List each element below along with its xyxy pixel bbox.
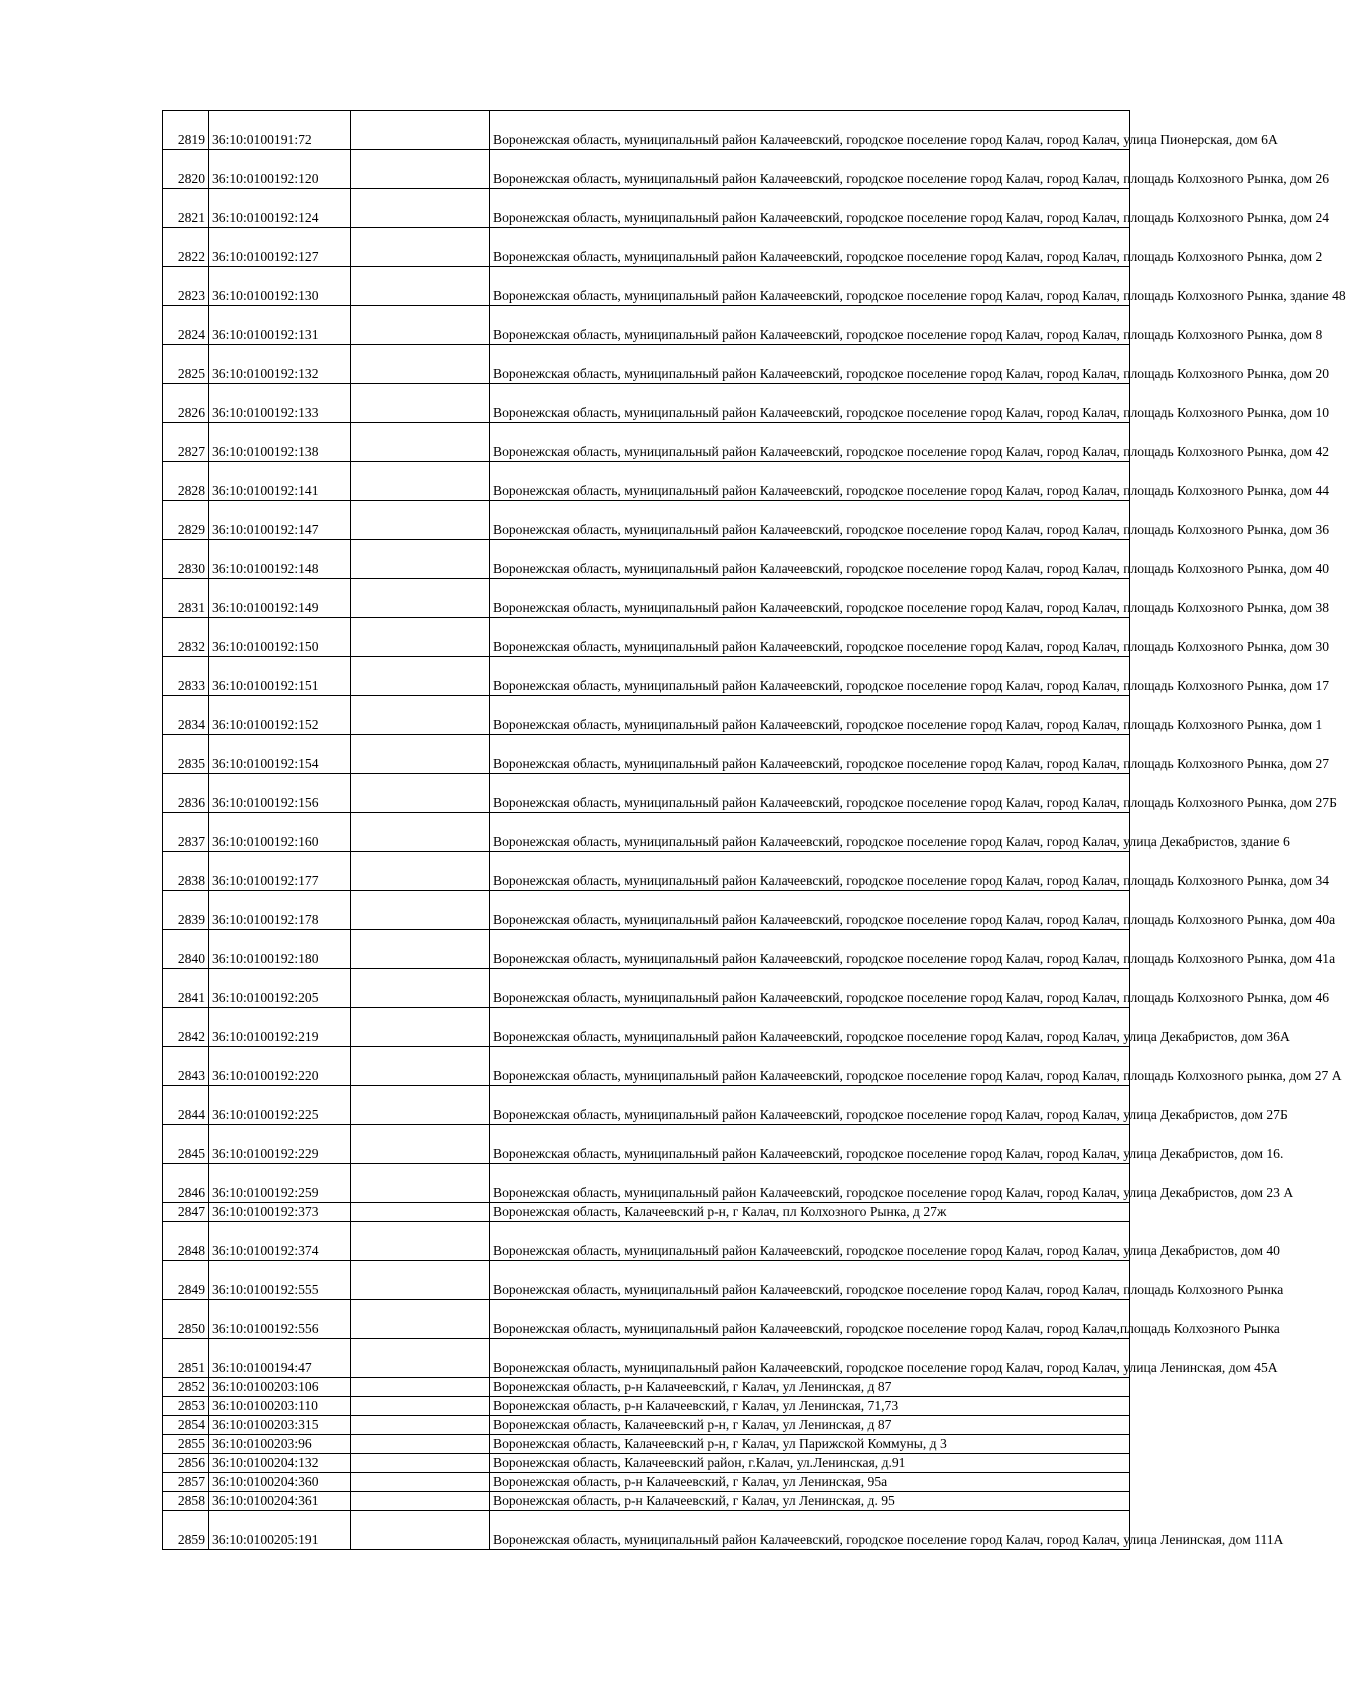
empty-cell [351, 1492, 490, 1511]
empty-cell [351, 852, 490, 891]
table-row [163, 111, 1130, 150]
empty-cell [351, 1300, 490, 1339]
table-row [163, 696, 1130, 735]
address-cell: Воронежская область, муниципальный район Калачеевский, городское поселение город Калач, город Калач, площадь Колхозного Рынка, дом 26 [490, 150, 1130, 189]
row-number-cell: 2837 [163, 813, 209, 852]
table-row [163, 891, 1130, 930]
address-cell: Воронежская область, р-н Калачеевский, г Калач, ул Ленинская, 95а [490, 1473, 1130, 1492]
empty-cell [351, 306, 490, 345]
row-number-cell: 2831 [163, 579, 209, 618]
empty-cell [351, 1473, 490, 1492]
row-number-cell: 2854 [163, 1416, 209, 1435]
table-row [163, 813, 1130, 852]
cadastral-number-cell: 36:10:0100192:220 [209, 1047, 351, 1086]
address-cell: Воронежская область, муниципальный район Калачеевский, городское поселение город Калач, город Калач, площадь Колхозного Рынка, дом 27Б [490, 774, 1130, 813]
empty-cell [351, 1378, 490, 1397]
table-row [163, 501, 1130, 540]
table-row [163, 345, 1130, 384]
cadastral-number-cell: 36:10:0100204:360 [209, 1473, 351, 1492]
cadastral-number-cell: 36:10:0100192:219 [209, 1008, 351, 1047]
cadastral-number-cell: 36:10:0100192:131 [209, 306, 351, 345]
row-number-cell: 2849 [163, 1261, 209, 1300]
row-number-cell: 2829 [163, 501, 209, 540]
address-cell: Воронежская область, муниципальный район Калачеевский, городское поселение город Калач, город Калач, площадь Колхозного Рынка, дом 27 [490, 735, 1130, 774]
table-row [163, 150, 1130, 189]
cadastral-number-cell: 36:10:0100192:152 [209, 696, 351, 735]
table-row [163, 1416, 1130, 1435]
address-cell: Воронежская область, р-н Калачеевский, г Калач, ул Ленинская, 71,73 [490, 1397, 1130, 1416]
table-row [163, 1511, 1130, 1550]
address-cell: Воронежская область, р-н Калачеевский, г Калач, ул Ленинская, д 87 [490, 1378, 1130, 1397]
table-row [163, 1378, 1130, 1397]
cadastral-number-cell: 36:10:0100192:374 [209, 1222, 351, 1261]
row-number-cell: 2841 [163, 969, 209, 1008]
address-cell: Воронежская область, муниципальный район Калачеевский, городское поселение город Калач, город Калач, улица Декабристов, дом 36А [490, 1008, 1130, 1047]
cadastral-number-cell: 36:10:0100203:106 [209, 1378, 351, 1397]
row-number-cell: 2833 [163, 657, 209, 696]
row-number-cell: 2856 [163, 1454, 209, 1473]
empty-cell [351, 1164, 490, 1203]
empty-cell [351, 735, 490, 774]
address-cell: Воронежская область, муниципальный район Калачеевский, городское поселение город Калач, город Калач, площадь Колхозного Рынка, дом 17 [490, 657, 1130, 696]
address-cell: Воронежская область, муниципальный район Калачеевский, городское поселение город Калач, город Калач,площадь Колхозного Рынка [490, 1300, 1130, 1339]
empty-cell [351, 1339, 490, 1378]
address-cell: Воронежская область, р-н Калачеевский, г Калач, ул Ленинская, д. 95 [490, 1492, 1130, 1511]
row-number-cell: 2857 [163, 1473, 209, 1492]
row-number-cell: 2820 [163, 150, 209, 189]
empty-cell [351, 150, 490, 189]
table-row [163, 657, 1130, 696]
empty-cell [351, 969, 490, 1008]
empty-cell [351, 267, 490, 306]
cadastral-number-cell: 36:10:0100192:149 [209, 579, 351, 618]
empty-cell [351, 189, 490, 228]
cadastral-number-cell: 36:10:0100203:110 [209, 1397, 351, 1416]
empty-cell [351, 1416, 490, 1435]
cadastral-number-cell: 36:10:0100192:373 [209, 1203, 351, 1222]
table-row [163, 1454, 1130, 1473]
empty-cell [351, 1125, 490, 1164]
cadastral-number-cell: 36:10:0100192:132 [209, 345, 351, 384]
row-number-cell: 2828 [163, 462, 209, 501]
row-number-cell: 2847 [163, 1203, 209, 1222]
row-number-cell: 2827 [163, 423, 209, 462]
cadastral-number-cell: 36:10:0100192:259 [209, 1164, 351, 1203]
table-row [163, 1008, 1130, 1047]
table-row [163, 774, 1130, 813]
empty-cell [351, 1047, 490, 1086]
empty-cell [351, 1511, 490, 1550]
row-number-cell: 2826 [163, 384, 209, 423]
table-row [163, 423, 1130, 462]
table-row [163, 1047, 1130, 1086]
cadastral-number-cell: 36:10:0100192:141 [209, 462, 351, 501]
empty-cell [351, 228, 490, 267]
row-number-cell: 2825 [163, 345, 209, 384]
address-cell: Воронежская область, муниципальный район Калачеевский, городское поселение город Калач, город Калач, площадь Колхозного Рынка, дом 30 [490, 618, 1130, 657]
table-row [163, 579, 1130, 618]
empty-cell [351, 1222, 490, 1261]
row-number-cell: 2844 [163, 1086, 209, 1125]
table-row [163, 1339, 1130, 1378]
address-cell: Воронежская область, муниципальный район Калачеевский, городское поселение город Калач, город Калач, площадь Колхозного Рынка, дом 40а [490, 891, 1130, 930]
table-row [163, 462, 1130, 501]
row-number-cell: 2850 [163, 1300, 209, 1339]
empty-cell [351, 930, 490, 969]
empty-cell [351, 1086, 490, 1125]
address-cell: Воронежская область, муниципальный район Калачеевский, городское поселение город Калач, город Калач, площадь Колхозного Рынка, дом 40 [490, 540, 1130, 579]
cadastral-number-cell: 36:10:0100205:191 [209, 1511, 351, 1550]
empty-cell [351, 579, 490, 618]
cadastral-number-cell: 36:10:0100192:180 [209, 930, 351, 969]
empty-cell [351, 1454, 490, 1473]
empty-cell [351, 813, 490, 852]
address-cell: Воронежская область, муниципальный район Калачеевский, городское поселение город Калач, город Калач, улица Ленинская, дом 111А [490, 1511, 1130, 1550]
row-number-cell: 2823 [163, 267, 209, 306]
address-cell: Воронежская область, муниципальный район Калачеевский, городское поселение город Калач, город Калач, площадь Колхозного Рынка, здание 48 [490, 267, 1130, 306]
cadastral-number-cell: 36:10:0100192:138 [209, 423, 351, 462]
row-number-cell: 2821 [163, 189, 209, 228]
address-cell: Воронежская область, муниципальный район Калачеевский, городское поселение город Калач, город Калач, площадь Колхозного Рынка, дом 44 [490, 462, 1130, 501]
row-number-cell: 2858 [163, 1492, 209, 1511]
row-number-cell: 2819 [163, 111, 209, 150]
empty-cell [351, 618, 490, 657]
row-number-cell: 2839 [163, 891, 209, 930]
row-number-cell: 2832 [163, 618, 209, 657]
empty-cell [351, 501, 490, 540]
table-row [163, 267, 1130, 306]
cadastral-number-cell: 36:10:0100192:127 [209, 228, 351, 267]
cadastral-number-cell: 36:10:0100192:133 [209, 384, 351, 423]
row-number-cell: 2855 [163, 1435, 209, 1454]
registry-table [162, 110, 1346, 1550]
cadastral-number-cell: 36:10:0100203:96 [209, 1435, 351, 1454]
cadastral-number-cell: 36:10:0100194:47 [209, 1339, 351, 1378]
cadastral-number-cell: 36:10:0100192:225 [209, 1086, 351, 1125]
cadastral-number-cell: 36:10:0100192:156 [209, 774, 351, 813]
table-row [163, 1203, 1130, 1222]
cadastral-number-cell: 36:10:0100192:154 [209, 735, 351, 774]
address-cell: Воронежская область, муниципальный район Калачеевский, городское поселение город Калач, город Калач, площадь Колхозного Рынка, дом 42 [490, 423, 1130, 462]
address-cell: Воронежская область, муниципальный район Калачеевский, городское поселение город Калач, город Калач, площадь Колхозного Рынка, дом 36 [490, 501, 1130, 540]
empty-cell [351, 1435, 490, 1454]
table-row [163, 1261, 1130, 1300]
address-cell: Воронежская область, муниципальный район Калачеевский, городское поселение город Калач, город Калач, улица Декабристов, дом 27Б [490, 1086, 1130, 1125]
cadastral-number-cell: 36:10:0100192:160 [209, 813, 351, 852]
row-number-cell: 2846 [163, 1164, 209, 1203]
row-number-cell: 2834 [163, 696, 209, 735]
table-row [163, 735, 1130, 774]
empty-cell [351, 891, 490, 930]
table-row [163, 969, 1130, 1008]
address-cell: Воронежская область, муниципальный район Калачеевский, городское поселение город Калач, город Калач, площадь Колхозного Рынка, дом 1 [490, 696, 1130, 735]
address-cell: Воронежская область, Калачеевский р-н, г Калач, ул Парижской Коммуны, д 3 [490, 1435, 1130, 1454]
empty-cell [351, 423, 490, 462]
cadastral-number-cell: 36:10:0100204:132 [209, 1454, 351, 1473]
cadastral-number-cell: 36:10:0100192:556 [209, 1300, 351, 1339]
table-row [163, 1397, 1130, 1416]
address-cell: Воронежская область, Калачеевский р-н, г Калач, пл Колхозного Рынка, д 27ж [490, 1203, 1130, 1222]
table-row [163, 1125, 1130, 1164]
row-number-cell: 2836 [163, 774, 209, 813]
address-cell: Воронежская область, муниципальный район Калачеевский, городское поселение город Калач, город Калач, площадь Колхозного Рынка, дом 46 [490, 969, 1130, 1008]
empty-cell [351, 462, 490, 501]
address-cell: Воронежская область, муниципальный район Калачеевский, городское поселение город Калач, город Калач, площадь Колхозного рынка, дом 27 А [490, 1047, 1130, 1086]
address-cell: Воронежская область, муниципальный район Калачеевский, городское поселение город Калач, город Калач, площадь Колхозного Рынка, дом 8 [490, 306, 1130, 345]
row-number-cell: 2830 [163, 540, 209, 579]
table-row [163, 1222, 1130, 1261]
empty-cell [351, 1203, 490, 1222]
empty-cell [351, 540, 490, 579]
row-number-cell: 2824 [163, 306, 209, 345]
address-cell: Воронежская область, муниципальный район Калачеевский, городское поселение город Калач, город Калач, улица Декабристов, дом 40 [490, 1222, 1130, 1261]
address-cell: Воронежская область, муниципальный район Калачеевский, городское поселение город Калач, город Калач, площадь Колхозного Рынка, дом 38 [490, 579, 1130, 618]
address-cell: Воронежская область, муниципальный район Калачеевский, городское поселение город Калач, город Калач, улица Ленинская, дом 45А [490, 1339, 1130, 1378]
empty-cell [351, 774, 490, 813]
row-number-cell: 2859 [163, 1511, 209, 1550]
row-number-cell: 2852 [163, 1378, 209, 1397]
empty-cell [351, 111, 490, 150]
empty-cell [351, 384, 490, 423]
address-cell: Воронежская область, муниципальный район Калачеевский, городское поселение город Калач, город Калач, площадь Колхозного Рынка, дом 20 [490, 345, 1130, 384]
table-row [163, 1164, 1130, 1203]
address-cell: Воронежская область, муниципальный район Калачеевский, городское поселение город Калач, город Калач, улица Декабристов, дом 16. [490, 1125, 1130, 1164]
table-row [163, 852, 1130, 891]
address-cell: Воронежская область, муниципальный район Калачеевский, городское поселение город Калач, город Калач, площадь Колхозного Рынка, дом 34 [490, 852, 1130, 891]
cadastral-number-cell: 36:10:0100192:151 [209, 657, 351, 696]
table-row [163, 930, 1130, 969]
cadastral-number-cell: 36:10:0100203:315 [209, 1416, 351, 1435]
address-cell: Воронежская область, муниципальный район Калачеевский, городское поселение город Калач, город Калач, улица Пионерская, дом 6А [490, 111, 1130, 150]
cadastral-number-cell: 36:10:0100192:178 [209, 891, 351, 930]
registry-table-body [163, 111, 1346, 1550]
address-cell: Воронежская область, Калачеевский р-н, г Калач, ул Ленинская, д 87 [490, 1416, 1130, 1435]
empty-cell [351, 696, 490, 735]
table-row [163, 1300, 1130, 1339]
cadastral-number-cell: 36:10:0100192:150 [209, 618, 351, 657]
cadastral-number-cell: 36:10:0100192:147 [209, 501, 351, 540]
table-row [163, 1492, 1130, 1511]
empty-cell [351, 345, 490, 384]
row-number-cell: 2838 [163, 852, 209, 891]
empty-cell [351, 1397, 490, 1416]
table-row [163, 540, 1130, 579]
address-cell: Воронежская область, муниципальный район Калачеевский, городское поселение город Калач, город Калач, улица Декабристов, дом 23 А [490, 1164, 1130, 1203]
address-cell: Воронежская область, муниципальный район Калачеевский, городское поселение город Калач, город Калач, площадь Колхозного Рынка, дом 2 [490, 228, 1130, 267]
table-row [163, 189, 1130, 228]
row-number-cell: 2842 [163, 1008, 209, 1047]
row-number-cell: 2843 [163, 1047, 209, 1086]
address-cell: Воронежская область, муниципальный район Калачеевский, городское поселение город Калач, город Калач, площадь Колхозного Рынка, дом 24 [490, 189, 1130, 228]
empty-cell [351, 657, 490, 696]
table-row [163, 306, 1130, 345]
cadastral-number-cell: 36:10:0100191:72 [209, 111, 351, 150]
table-row [163, 228, 1130, 267]
cadastral-number-cell: 36:10:0100192:120 [209, 150, 351, 189]
row-number-cell: 2822 [163, 228, 209, 267]
table-row [163, 1086, 1130, 1125]
row-number-cell: 2848 [163, 1222, 209, 1261]
address-cell: Воронежская область, муниципальный район Калачеевский, городское поселение город Калач, город Калач, площадь Колхозного Рынка, дом 41а [490, 930, 1130, 969]
row-number-cell: 2851 [163, 1339, 209, 1378]
row-number-cell: 2835 [163, 735, 209, 774]
empty-cell [351, 1008, 490, 1047]
cadastral-number-cell: 36:10:0100192:229 [209, 1125, 351, 1164]
cadastral-number-cell: 36:10:0100204:361 [209, 1492, 351, 1511]
cadastral-number-cell: 36:10:0100192:130 [209, 267, 351, 306]
table-row [163, 384, 1130, 423]
table-row [163, 1473, 1130, 1492]
empty-cell [351, 1261, 490, 1300]
table-row [163, 1435, 1130, 1454]
cadastral-number-cell: 36:10:0100192:148 [209, 540, 351, 579]
cadastral-number-cell: 36:10:0100192:124 [209, 189, 351, 228]
address-cell: Воронежская область, муниципальный район Калачеевский, городское поселение город Калач, город Калач, улица Декабристов, здание 6 [490, 813, 1130, 852]
cadastral-number-cell: 36:10:0100192:555 [209, 1261, 351, 1300]
cadastral-number-cell: 36:10:0100192:205 [209, 969, 351, 1008]
row-number-cell: 2853 [163, 1397, 209, 1416]
address-cell: Воронежская область, муниципальный район Калачеевский, городское поселение город Калач, город Калач, площадь Колхозного Рынка, дом 10 [490, 384, 1130, 423]
address-cell: Воронежская область, Калачеевский район, г.Калач, ул.Ленинская, д.91 [490, 1454, 1130, 1473]
address-cell: Воронежская область, муниципальный район Калачеевский, городское поселение город Калач, город Калач, площадь Колхозного Рынка [490, 1261, 1130, 1300]
table-row [163, 618, 1130, 657]
row-number-cell: 2840 [163, 930, 209, 969]
row-number-cell: 2845 [163, 1125, 209, 1164]
cadastral-number-cell: 36:10:0100192:177 [209, 852, 351, 891]
